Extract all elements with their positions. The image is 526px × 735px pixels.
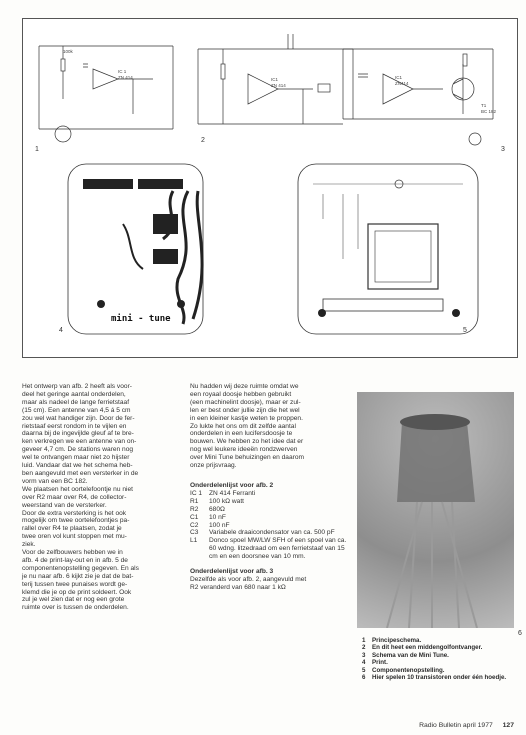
parts3-line: Dezelfde als voor afb. 2, aangevuld met: [190, 575, 307, 583]
col1-line: deel het geringe aantal onderdelen,: [22, 390, 126, 398]
col1-line: componentenopstelling gegeven. En als: [22, 564, 139, 572]
parts-row: [190, 529, 350, 537]
col1-line: ziek.: [22, 541, 36, 549]
figure-number-6: 6: [518, 630, 522, 637]
col1-line: zou wel wat handiger zijn. Door de fer-: [22, 414, 135, 422]
parts3-line: R2 veranderd van 680 naar 1 kΩ: [190, 583, 286, 591]
text-column-1: [22, 383, 192, 612]
part-desc: 10 nF: [209, 513, 226, 521]
col2-line: bouwen. We hebben zo het idee dat er: [190, 438, 304, 446]
col1-line: luid. Vandaar dat we het schema heb-: [22, 462, 133, 470]
col2-line: nog wel leukere ideeën rondzwerven: [190, 446, 298, 454]
col1-line: twee oren vol kunt stoppen met mu-: [22, 533, 127, 541]
caption-item: 3 Schema van de Mini Tune.: [362, 651, 449, 659]
photo-illustration: [357, 392, 514, 628]
part-ref: C1: [190, 513, 199, 521]
part-ref: IC 1: [190, 489, 203, 497]
col2-line: een royaal doosje hebben gebruikt: [190, 390, 292, 398]
col1-line: mogelijk om twee oortelefoontjes pa-: [22, 517, 130, 525]
page-footer: [419, 722, 514, 729]
col1-line: ruimte over is tussen de onderdelen.: [22, 604, 129, 612]
parts-row: [190, 537, 350, 561]
col1-line: Voor de zelfbouwers hebben we in: [22, 549, 123, 557]
journal-name: Radio Bulletin april 1977: [419, 722, 493, 729]
part-ref: L1: [190, 537, 198, 545]
figure-captions: [362, 637, 512, 681]
parts-row: [190, 490, 350, 498]
figure-number-3: 3: [501, 146, 505, 153]
schematics-and-pcbs: [23, 19, 517, 357]
part-ref: R2: [190, 505, 199, 513]
pcb-logo-text: mini - tune: [111, 314, 171, 324]
col1-line: rallel over R4 te plaatsen, zodat je: [22, 525, 122, 533]
col1-line: terij tussen twee punaises wordt ge-: [22, 580, 128, 588]
caption-item: 4 Print.: [362, 659, 388, 667]
part-desc: 100 kΩ watt: [209, 497, 244, 505]
col1-line: We plaatsen het oortelefoontje nu niet: [22, 485, 133, 493]
caption-item: 6 Hier spelen 10 transistoren onder één hoedje.: [362, 674, 507, 682]
fig1-label-zn: ZN 414: [118, 75, 133, 80]
part-desc: Donco spoel MW/LW SFH of een spoel van ca. 60 wdng. litzedraad om een ferrietstaaf van 15 cm en een doorsnee van 10 mm.: [209, 537, 347, 561]
page-number: 127: [502, 722, 514, 729]
fig3-label-t1: T1: [481, 103, 487, 108]
col2-line: over Mini Tune behuizingen en daarom: [190, 454, 304, 462]
col2-line: (een machinelint doosje), maar er zul-: [190, 398, 301, 406]
col1-line: zul je wel zien dat er nog een grote: [22, 596, 125, 604]
col2-line: onze prijsvraag.: [190, 462, 237, 470]
figure-number-5: 5: [463, 327, 467, 334]
caption-item: 2 En dit heet een middengolfontvanger.: [362, 644, 483, 652]
figure-number-2: 2: [201, 137, 205, 144]
fig2-label-ic: IC1: [271, 77, 279, 82]
col2-line: len er best onder jullie zijn die het wel: [190, 406, 300, 414]
fig2-label-zn: ZN 414: [271, 83, 286, 88]
part-desc: Variabele draaicondensator van ca. 500 pF: [209, 529, 335, 537]
col1-line: Door de extra versterking is het ook: [22, 509, 127, 517]
caption-item: 5 Componentenopstelling.: [362, 666, 445, 674]
col1-line: ken verkregen we een antenne van on-: [22, 438, 137, 446]
col1-line: wel te ontvangen maar niet zo hijster: [22, 454, 130, 462]
col1-line: (15 cm). Een antenne van 4,5 á 5 cm: [22, 406, 131, 414]
col1-line: Het ontwerp van afb. 2 heeft als voor-: [22, 383, 132, 390]
fig3-label-ic: IC1: [395, 75, 403, 80]
parts-list: [190, 490, 350, 561]
figure-frame: [22, 18, 518, 358]
col2-line: in een kleiner kastje weten te proppen.: [190, 414, 303, 422]
col2-line: Zo lukte het ons om dit zelfde aantal: [190, 422, 296, 430]
parts-list-3-heading: Onderdelenlijst voor afb. 3: [190, 568, 274, 576]
text-column-2: [190, 383, 350, 592]
caption-item: 1 Principeschema.: [362, 637, 422, 644]
figure-number-1: 1: [35, 146, 39, 153]
part-ref: C2: [190, 521, 199, 529]
part-desc: ZN 414 Ferranti: [209, 489, 256, 497]
col1-line: maar als nadeel de lange ferrietstaaf: [22, 398, 130, 406]
part-ref: R1: [190, 497, 199, 505]
part-desc: 100 nF: [209, 521, 230, 529]
transistor-photo: [357, 392, 514, 628]
col1-line: weerstand van de versterker.: [22, 501, 107, 509]
col1-line: afb. 4 de print-lay-out en in afb. 5 de: [22, 556, 128, 564]
part-desc: 680Ω: [209, 505, 225, 513]
parts-list-heading: Onderdelenlijst voor afb. 2: [190, 481, 274, 489]
col1-line: je nu naar afb. 6 kijkt zie je dat de bat-: [22, 572, 134, 580]
col1-line: geveer 4,7 cm. De stations waren nog: [22, 446, 134, 454]
fig1-label-ic: IC 1: [118, 69, 127, 74]
fig1-label-a: 100k: [63, 49, 73, 54]
col1-line: vorm van een BC 182.: [22, 477, 88, 485]
parts-row: [190, 506, 350, 514]
col2-line: Nu hadden wij deze ruimte omdat we: [190, 383, 299, 390]
col1-line: over R2 maar over R4, de collector-: [22, 493, 127, 501]
parts-row: [190, 498, 350, 506]
figure-number-4: 4: [59, 327, 63, 334]
parts-row: [190, 514, 350, 522]
col1-line: ben aangevuld met een versterker in de: [22, 469, 139, 477]
col1-line: daarna bij de ingevijlde gleuf af te bre-: [22, 430, 134, 438]
col2-line: onderdelen in een lucifersdoosje te: [190, 430, 293, 438]
part-ref: C3: [190, 529, 199, 537]
parts-row: [190, 522, 350, 530]
col1-line: rietstaaf eerst rondom in te vijlen en: [22, 422, 127, 430]
fig3-label-bc: BC 182: [481, 109, 497, 114]
col1-line: klemd die je op de print soldeert. Ook: [22, 588, 132, 596]
fig3-label-zn: ZN414: [395, 81, 409, 86]
